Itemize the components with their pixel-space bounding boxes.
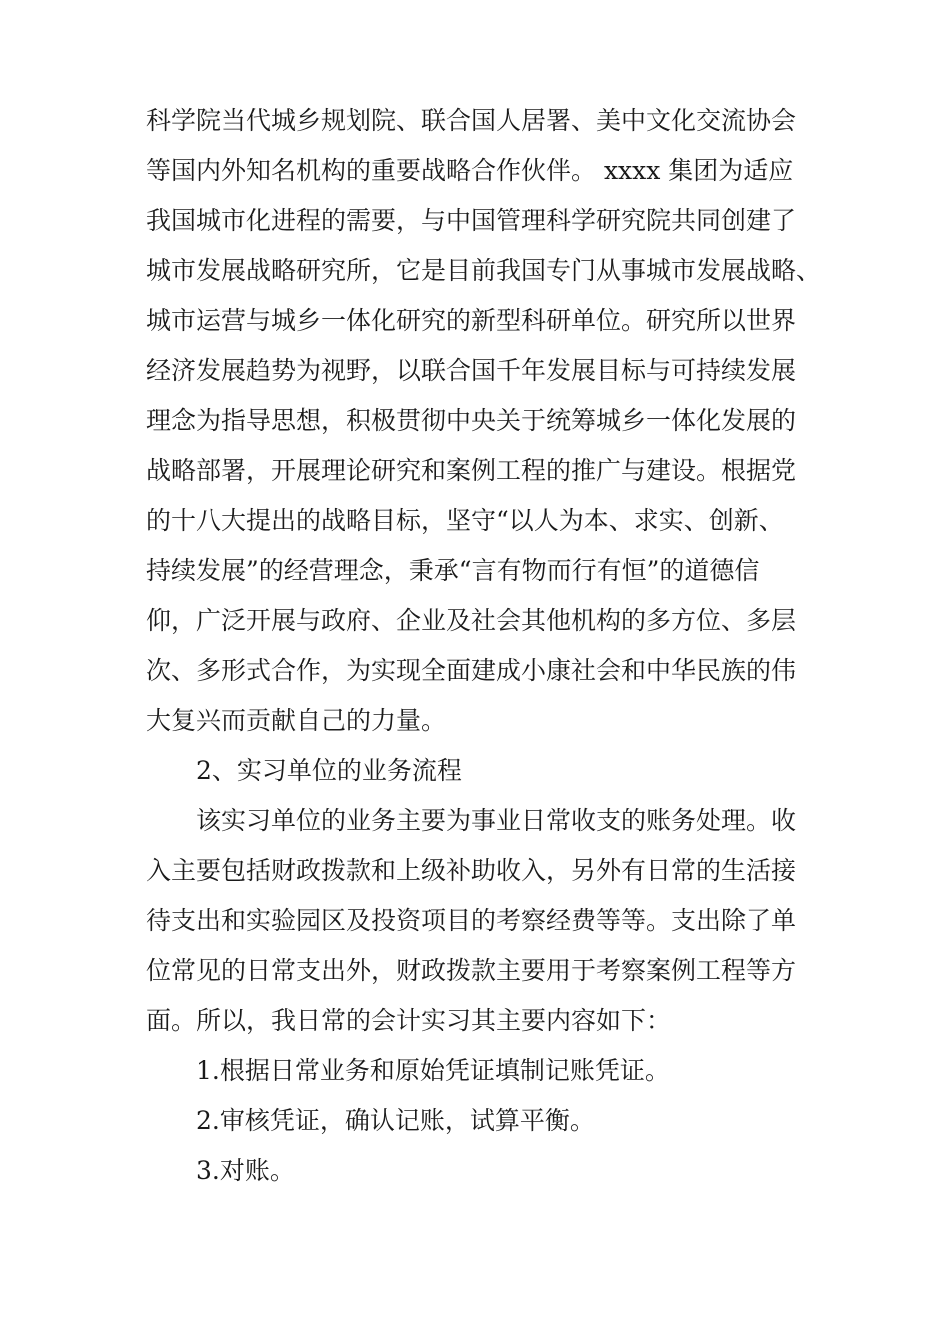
paragraph-line: 经济发展趋势为视野，以联合国千年发展目标与可持续发展 bbox=[146, 356, 797, 385]
paragraph-line: 入主要包括财政拨款和上级补助收入，另外有日常的生活接 bbox=[146, 856, 797, 885]
paragraph-line: 面。所以，我日常的会计实习其主要内容如下： bbox=[146, 1006, 672, 1035]
paragraph-line: 待支出和实验园区及投资项目的考察经费等等。支出除了单 bbox=[146, 906, 797, 935]
paragraph-line: 城市发展战略研究所，它是目前我国专门从事城市发展战略、 bbox=[146, 256, 822, 285]
paragraph-line: 的十八大提出的战略目标，坚守“以人为本、求实、创新、 bbox=[146, 506, 784, 535]
paragraph-line: 等国内外知名机构的重要战略合作伙伴。 xxxx 集团为适应 bbox=[146, 156, 794, 185]
paragraph-line: 仰，广泛开展与政府、企业及社会其他机构的多方位、多层 bbox=[146, 606, 797, 635]
section-heading: 2、实习单位的业务流程 bbox=[196, 756, 462, 785]
paragraph-line: 位常见的日常支出外，财政拨款主要用于考察案例工程等方 bbox=[146, 956, 797, 985]
paragraph-line: 持续发展”的经营理念，秉承“言有物而行有恒”的道德信 bbox=[146, 556, 760, 585]
paragraph-line: 该实习单位的业务主要为事业日常收支的账务处理。收 bbox=[196, 806, 797, 835]
paragraph-line: 城市运营与城乡一体化研究的新型科研单位。研究所以世界 bbox=[146, 306, 797, 335]
paragraph-line: 次、多形式合作，为实现全面建成小康社会和中华民族的伟 bbox=[146, 656, 797, 685]
paragraph-line: 大复兴而贡献自己的力量。 bbox=[146, 706, 447, 735]
paragraph-line: 理念为指导思想，积极贯彻中央关于统筹城乡一体化发展的 bbox=[146, 406, 797, 435]
paragraph-line: 科学院当代城乡规划院、联合国人居署、美中文化交流协会 bbox=[146, 106, 797, 135]
list-item: 2.审核凭证，确认记账，试算平衡。 bbox=[196, 1106, 595, 1135]
list-item: 3.对账。 bbox=[196, 1156, 295, 1185]
list-item: 1.根据日常业务和原始凭证填制记账凭证。 bbox=[196, 1056, 670, 1085]
paragraph-line: 战略部署，开展理论研究和案例工程的推广与建设。根据党 bbox=[146, 456, 797, 485]
document-body bbox=[146, 96, 822, 1196]
paragraph-line: 我国城市化进程的需要，与中国管理科学研究院共同创建了 bbox=[146, 206, 797, 235]
